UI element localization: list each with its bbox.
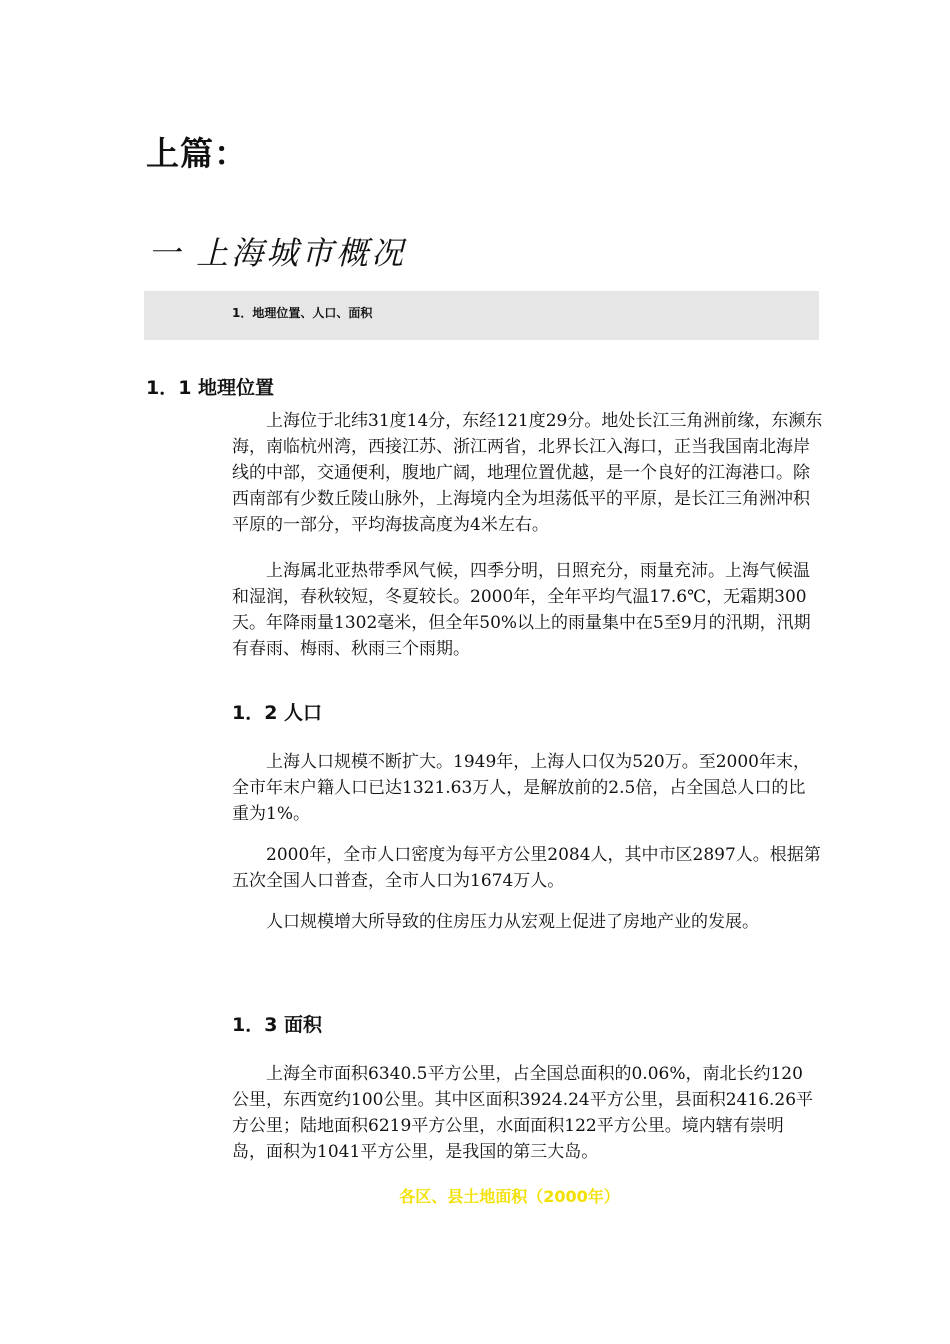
section-heading-area: 1．3 面积: [232, 1014, 323, 1036]
population-paragraph-3: 人口规模增大所导致的住房压力从宏观上促进了房地产业的发展。: [266, 912, 759, 932]
area-paragraph-1: 上海全市面积6340.5平方公里，占全国总面积的0.06%，南北长约120公里，东西宽约100公里。其中区面积3924.24平方公里，县面积2416.26平方公里；陆地面积6219平方公里，水面面积122平方公里。境内辖有崇明岛，面积为1041平方公里，是我国的第三大岛。: [232, 1064, 814, 1162]
toc-entry[interactable]: 1．地理位置、人口、面积: [232, 306, 373, 320]
geography-paragraph-1: 上海位于北纬31度14分，东经121度29分。地处长江三角洲前缘，东濒东海，南临杭州湾，西接江苏、浙江两省，北界长江入海口，正当我国南北海岸线的中部，交通便利，腹地广阔，地理位置优越，是一个良好的江海港口。除西南部有少数丘陵山脉外，上海境内全为坦荡低平的平原，是长江三角洲冲积平原的一部分，平均海拔高度为4米左右。: [232, 411, 823, 535]
part-title: 上篇：: [146, 134, 248, 173]
geography-paragraph-2: 上海属北亚热带季风气候，四季分明，日照充分，雨量充沛。上海气候温和湿润，春秋较短，冬夏较长。2000年，全年平均气温17.6℃，无霜期300天。年降雨量1302毫米，但全年50%以上的雨量集中在5至9月的汛期，汛期有春雨、梅雨、秋雨三个雨期。: [232, 561, 811, 659]
toc-entry-box: [144, 291, 819, 340]
table-caption: 各区、县土地面积（2000年）: [399, 1187, 620, 1206]
section-heading-population: 1．2 人口: [232, 702, 323, 724]
chapter-title: 一 上海城市概况: [148, 234, 407, 272]
population-paragraph-2: 2000年，全市人口密度为每平方公里2084人，其中市区2897人。根据第五次全国人口普查，全市人口为1674万人。: [232, 845, 821, 891]
section-heading-geography: 1．1 地理位置: [146, 377, 275, 399]
population-paragraph-1: 上海人口规模不断扩大。1949年，上海人口仅为520万。至2000年末，全市年末户籍人口已达1321.63万人，是解放前的2.5倍，占全国总人口的比重为1%。: [232, 752, 810, 824]
